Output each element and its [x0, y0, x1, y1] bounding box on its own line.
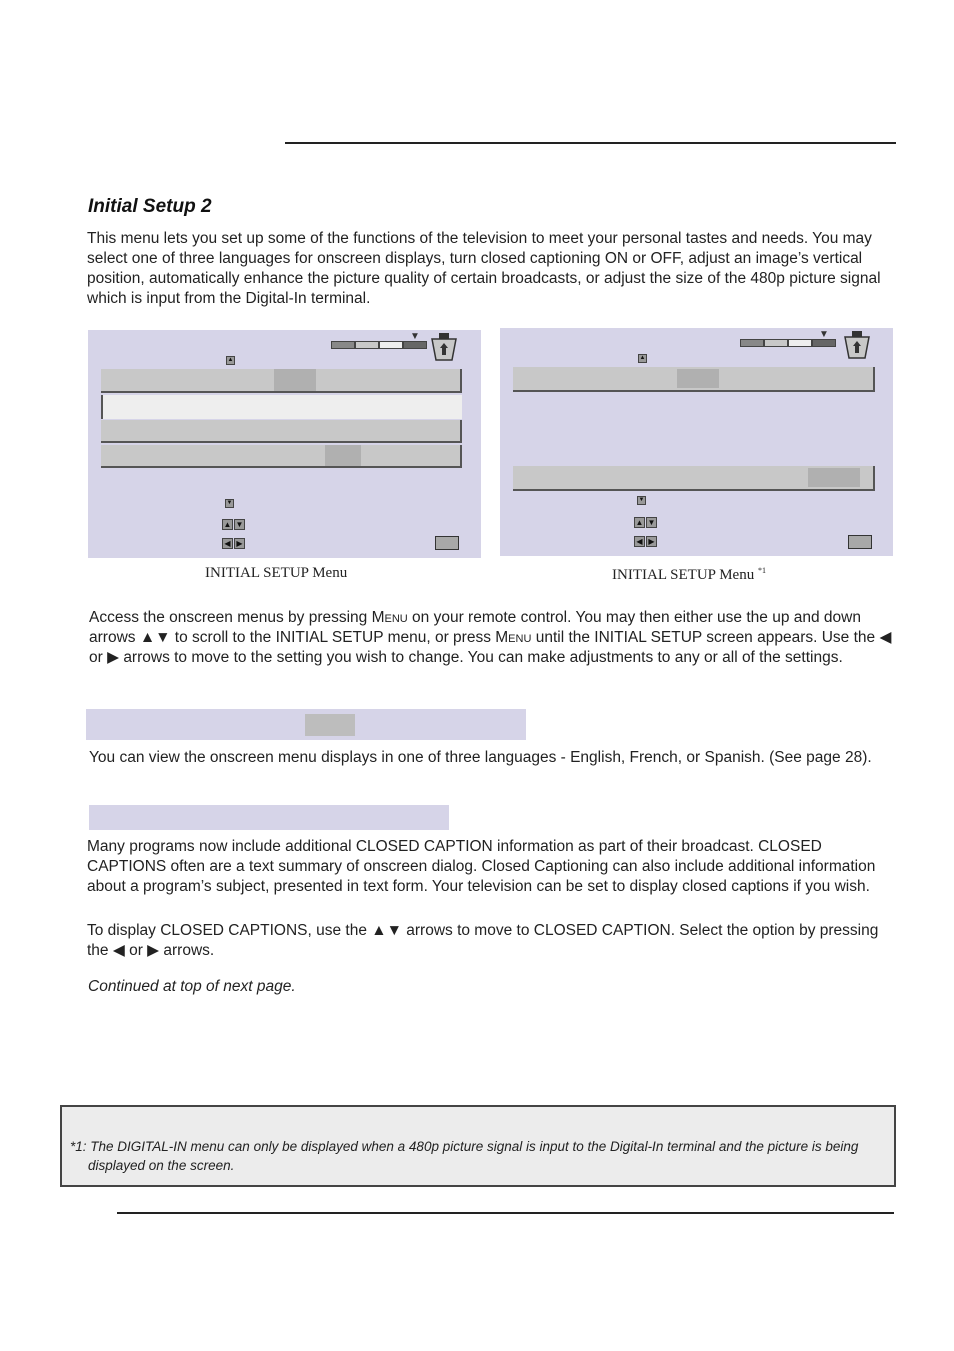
row-highlight: [325, 445, 361, 466]
menu-key-name: Menu: [371, 609, 408, 626]
left-arrow-icon: ◀: [634, 536, 645, 547]
initial-setup-menu-image-1: [88, 330, 481, 558]
menu-tab-icon: [431, 333, 457, 361]
access-paragraph: Access the onscreen menus by pressing Menu on your remote control. You may then either use the up and down arrows ▲▼ to scroll to the INITIAL SETUP menu, or press Menu until the INITIAL SETUP screen appears. Use the ◀ or ▶ arrows to move to the setting you wish to change. You can make adjustments to any or all of the settings.: [89, 609, 892, 666]
progress-segment: [355, 341, 379, 349]
right-arrow-icon: ▶: [646, 536, 657, 547]
intro-paragraph: This menu lets you set up some of the functions of the television to meet your personal tastes and needs. You may select one of three languages for onscreen displays, turn closed captioning ON or OFF, adjust an image’s vertical position, automatically enhance the picture quality of certain broadcasts, or adjust the size of the 480p picture signal which is input from the Digital-In terminal.: [87, 230, 881, 307]
scroll-down-icon: ▼: [638, 497, 645, 503]
progress-segment: [764, 339, 788, 347]
footer-rule: [117, 1212, 894, 1214]
footnote-text: *1: The DIGITAL-IN menu can only be displayed when a 480p picture signal is input to the Digital-In terminal and the picture is being displayed on the screen.: [70, 1139, 859, 1173]
progress-segment: [331, 341, 355, 349]
section-title: Initial Setup 2: [88, 196, 212, 217]
down-arrow-icon: ▼: [647, 518, 656, 527]
menu-row-3: [101, 420, 462, 443]
menu-row-2-selected: [101, 395, 462, 419]
progress-segment-active: [403, 341, 427, 349]
menu2-caption-note: *1: [757, 566, 766, 575]
language-paragraph: You can view the onscreen menu displays in one of three languages - English, French, or Spanish. (See page 28).: [89, 749, 872, 766]
closed-caption-menu-band: [89, 805, 449, 830]
row-highlight: [808, 468, 860, 487]
menu2-caption-text: INITIAL SETUP Menu: [612, 567, 755, 583]
menu-row-1: [101, 369, 462, 393]
left-arrow-icon: ◀: [222, 538, 233, 549]
header-rule: [285, 142, 896, 144]
closed-caption-paragraph: Many programs now include additional CLOSED CAPTION information as part of their broadcast. CLOSED CAPTIONS often are a text summary of onscreen dialog. Closed Captioning can also include additional information about a program’s subject, presented in text form. Your television can be set to display closed captions if you wish.: [87, 838, 876, 895]
menu-key-name: Menu: [495, 629, 532, 646]
menu-row-digital-in: [513, 466, 875, 491]
initial-setup-menu-image-2: [500, 328, 893, 556]
ok-button-icon: [435, 536, 459, 550]
row-highlight: [305, 714, 355, 736]
progress-segment: [740, 339, 764, 347]
scroll-down-icon: ▼: [226, 500, 233, 506]
down-arrow-icon: ▼: [235, 520, 244, 529]
row-highlight: [274, 369, 316, 391]
position-marker-icon: ▼: [819, 329, 829, 340]
up-arrow-icon: ▲: [223, 520, 232, 529]
progress-segment: [788, 339, 812, 347]
menu2-caption: [612, 566, 766, 584]
position-marker-icon: ▼: [410, 331, 420, 342]
up-arrow-icon: ▲: [635, 518, 644, 527]
display-cc-paragraph: To display CLOSED CAPTIONS, use the ▲▼ arrows to move to CLOSED CAPTION. Select the option by pressing the ◀ or ▶ arrows.: [87, 922, 879, 959]
scroll-up-icon: ▲: [227, 357, 234, 363]
row-highlight: [677, 369, 719, 388]
language-menu-band: [86, 709, 526, 740]
progress-segment: [379, 341, 403, 349]
menu-row-1: [513, 367, 875, 392]
menu-row-4: [101, 445, 462, 468]
ok-button-icon: [848, 535, 872, 549]
progress-segment-active: [812, 339, 836, 347]
right-arrow-icon: ▶: [234, 538, 245, 549]
menu1-caption: INITIAL SETUP Menu: [205, 565, 348, 581]
continued-note: Continued at top of next page.: [88, 978, 296, 995]
menu-tab-icon: [844, 331, 870, 359]
scroll-up-icon: ▲: [639, 355, 646, 361]
